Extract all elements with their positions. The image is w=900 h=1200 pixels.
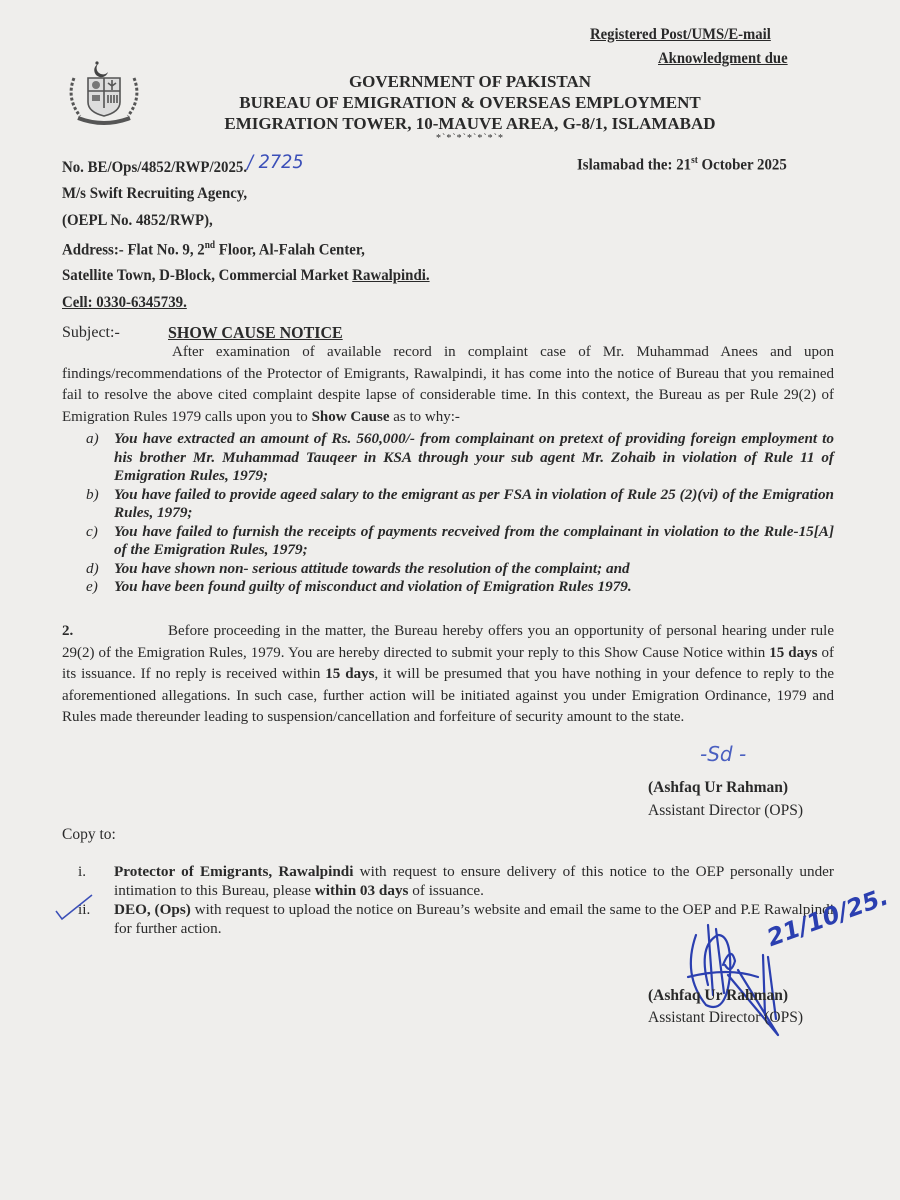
date-suffix: October 2025 [697, 156, 787, 174]
signatory-name: (Ashfaq Ur Rahman) [648, 779, 789, 796]
charge-label: b) [86, 485, 99, 503]
state-emblem-icon [58, 58, 150, 126]
address-prefix: Address:- Flat No. 9, 2 [62, 241, 205, 259]
para2-text-a: Before proceeding in the matter, the Bureau hereby offers you an opportunity of personal hearing under rule 29(2) of the Emigration Rules, 1979. You are hereby directed to submit your reply to this Show Cause Notice within [62, 623, 834, 661]
para2-text-c: , it will be presumed that you have nothing in your defence to reply to the aforementioned allegations. In such case, further action will be initiated against you under Emigration Ordinance, 1979 and Rules made thereunder leading to suspension/cancellation and forfeiture of security amount to the state. [62, 666, 835, 725]
para1-end: as to why:- [389, 408, 460, 425]
charge-item [86, 560, 834, 579]
recipient: Protector of Emigrants, Rawalpindi [114, 863, 354, 880]
handwritten-dispatch-number: / 2725 [247, 151, 304, 173]
charge-item [86, 523, 834, 560]
para2-deadline-2: 15 days [325, 666, 375, 682]
header-separator: *`*`*`*`*`*`* [436, 133, 504, 144]
subject-label: Subject:- [62, 324, 120, 341]
issue-date [577, 155, 787, 174]
signatory-title: Assistant Director (OPS) [648, 802, 803, 819]
handwritten-date: 21/10/25. [763, 882, 892, 953]
bureau-name: BUREAU OF EMIGRATION & OVERSEAS EMPLOYMENT [239, 93, 701, 112]
deadline: within 03 days [314, 882, 409, 899]
copy-to-label-ii: ii. [78, 901, 91, 918]
copy-text-b: of issuance. [408, 882, 484, 899]
charge-label: c) [86, 522, 98, 540]
copy-to-text [114, 862, 834, 900]
addressee-license: (OEPL No. 4852/RWP), [62, 212, 213, 229]
charge-text: You have shown non- serious attitude towards the resolution of the complaint; and [114, 559, 630, 577]
addressee-address-line2 [62, 267, 430, 285]
acknowledgment-due: Aknowledgment due [658, 50, 788, 67]
checkmark-icon [52, 893, 102, 921]
charge-text: You have been found guilty of misconduct and violation of Emigration Rules 1979. [114, 578, 632, 595]
mail-mode: Registered Post/UMS/E-mail [590, 26, 771, 43]
copy-to-label-i: i. [78, 863, 87, 880]
date-prefix: Islamabad the: 21 [577, 156, 692, 174]
address-city: Rawalpindi. [352, 267, 430, 284]
org-name: GOVERNMENT OF PAKISTAN [348, 72, 592, 91]
address-line2-text: Satellite Town, D-Block, Commercial Market [62, 267, 353, 284]
charge-item [86, 430, 834, 486]
addressee-name: M/s Swift Recruiting Agency, [62, 185, 248, 202]
charge-text: You have failed to furnish the receipts of payments recveived from the complainant in violation to the Rule-15[A] of the Emigration Rules, 1979; [114, 522, 834, 558]
para2-deadline-1: 15 days [769, 644, 818, 661]
reference-number [62, 151, 304, 177]
charge-label: d) [86, 559, 99, 577]
address-sup: nd [204, 240, 216, 251]
charge-text: You have extracted an amount of Rs. 560,000/- from complainant on pretext of providing foreign employment to his brother Mr. Muhammad Tauqeer in KSA through your sub agent Mr. Zohaib in violation of Rule 11 of Emigration Rules, 1979; [114, 430, 834, 484]
signatory-name-copy: (Ashfaq Ur Rahman) [648, 987, 789, 1004]
bureau-address: EMIGRATION TOWER, 10-MAUVE AREA, G-8/1, ISLAMABAD [224, 114, 716, 133]
subject-title: SHOW CAUSE NOTICE [168, 323, 343, 342]
date-sup: st [691, 155, 698, 166]
para1-text: After examination of available record in complaint case of Mr. Muhammad Anees and upon findings/recommendations of the Protector of Emigrants, Rawalpindi, it has come into the notice of Bureau that you remained fail to resolve the above cited complaint despite lapse of considerable time. In this context, the Bureau as per Rule 29(2) of Emigration Rules 1979 calls upon you to [62, 344, 834, 425]
copy-to-item [78, 862, 834, 900]
signatory-title-copy: Assistant Director (OPS) [648, 1009, 803, 1026]
charge-label: e) [86, 578, 98, 595]
charge-text: You have failed to provide ageed salary to the emigrant as per FSA in violation of Rule 25 (2)(vi) of the Emigration Rules, 1979; [114, 485, 834, 521]
paragraph-2 [62, 621, 834, 729]
para2-text-b: of its issuance. If no reply is received within [62, 644, 834, 682]
charge-item [86, 578, 834, 597]
reference-number-text: No. BE/Ops/4852/RWP/2025. [62, 159, 248, 176]
copy-text-a: with request to ensure delivery of this notice to the OEP personally under intimation to this Bureau, please [114, 863, 834, 899]
para2-number: 2. [62, 623, 74, 639]
addressee-address-line1 [62, 240, 365, 259]
copy-text-a: with request to upload the notice on Bureau’s website and email the same to the OEP and P.E Rawalpindi for further action. [114, 901, 834, 937]
para1-bold: Show Cause [311, 408, 390, 425]
charges-list [86, 430, 834, 597]
handwritten-sd: -Sd - [700, 742, 747, 766]
recipient: DEO, (Ops) [114, 901, 191, 918]
charge-item [86, 486, 834, 523]
address-suffix: Floor, Al-Falah Center, [215, 241, 365, 259]
charge-label: a) [86, 430, 99, 447]
addressee-cell: Cell: 0330-6345739. [62, 294, 187, 311]
paragraph-1 [62, 342, 834, 428]
copy-to-label: Copy to: [62, 826, 116, 843]
